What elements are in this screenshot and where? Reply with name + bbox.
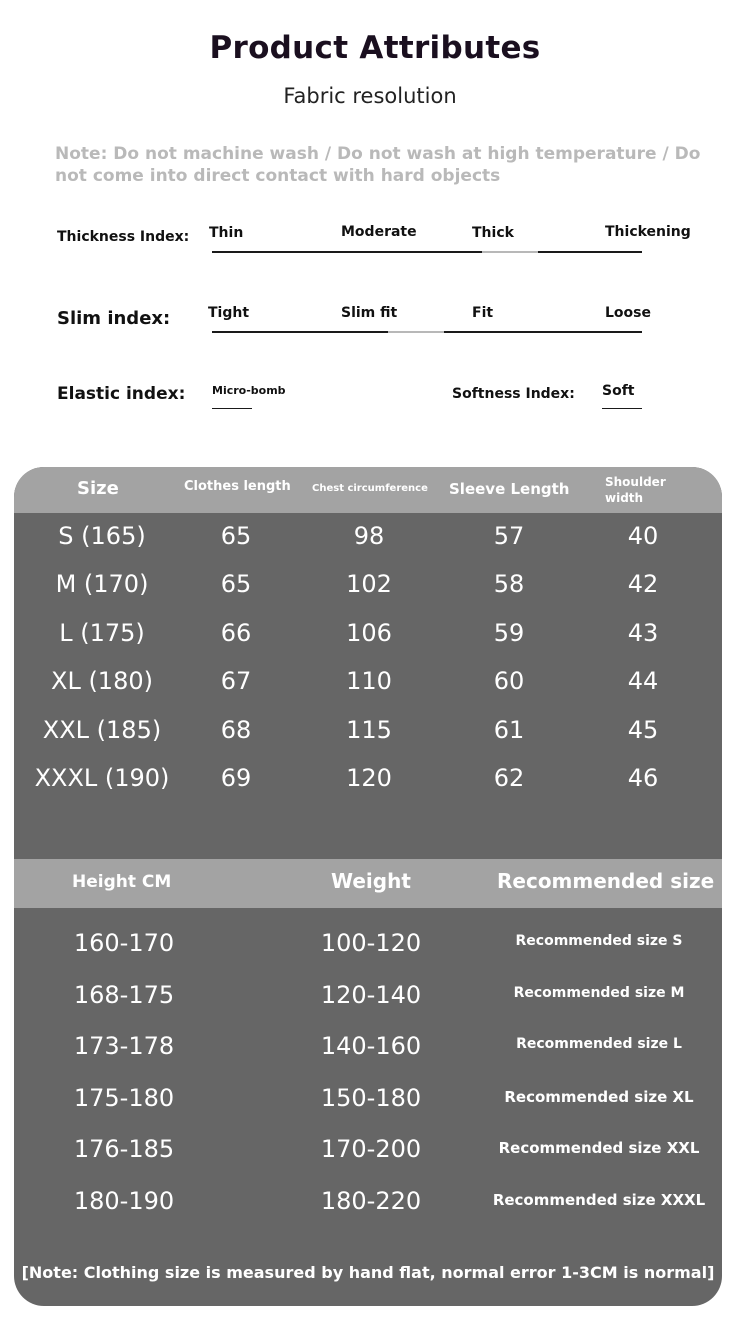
slim-scale-line-end — [444, 331, 642, 333]
slim-option-tight: Tight — [208, 305, 250, 321]
table-cell: 170-200 — [320, 1135, 422, 1164]
table-cell: 173-178 — [73, 1032, 175, 1061]
table-cell: 58 — [493, 570, 525, 599]
header-shoulder-width: Shoulder width — [605, 475, 666, 505]
thickness-option-thickening: Thickening — [605, 224, 691, 240]
slim-label: Slim index: — [57, 308, 171, 329]
table-cell: 140-160 — [320, 1032, 422, 1061]
thickness-option-thick: Thick — [472, 225, 514, 241]
care-note: Note: Do not machine wash / Do not wash at high temperature / Do not come into direct contact with hard objects — [55, 144, 701, 186]
table-cell: 45 — [627, 715, 659, 744]
table-cell: 115 — [346, 715, 392, 744]
page-title: Product Attributes — [209, 30, 541, 66]
softness-value: Soft — [602, 383, 635, 399]
header-sleeve-length: Sleeve Length — [449, 480, 570, 498]
table-cell: 102 — [346, 570, 392, 599]
measurement-note: [Note: Clothing size is measured by hand flat, normal error 1-3CM is normal] — [21, 1263, 715, 1282]
page-subtitle: Fabric resolution — [283, 84, 457, 108]
table-cell: 150-180 — [320, 1083, 422, 1112]
table-cell: 60 — [493, 667, 525, 696]
table-cell: 57 — [493, 522, 525, 550]
recommended-size-cell: Recommended size S — [515, 933, 683, 949]
size-chart-panel — [14, 467, 722, 1306]
header-weight: Weight — [331, 869, 411, 893]
slim-option-fit: Fit — [472, 305, 494, 321]
table-cell: 44 — [627, 667, 659, 696]
recommended-size-cell: Recommended size XXXL — [492, 1191, 706, 1209]
table-cell: 168-175 — [73, 980, 175, 1009]
thickness-scale-marker — [482, 251, 538, 253]
table-cell: 62 — [493, 764, 525, 792]
recommended-size-cell: Recommended size XL — [504, 1087, 694, 1106]
table-cell: 120-140 — [320, 980, 422, 1009]
slim-option-loose: Loose — [605, 305, 651, 321]
recommended-size-cell: Recommended size M — [513, 984, 685, 1001]
table-cell: 175-180 — [73, 1083, 175, 1112]
table-cell: XXXL (190) — [34, 764, 170, 792]
table-cell: 67 — [220, 667, 252, 696]
table-cell: 65 — [220, 570, 252, 599]
header-clothes-length: Clothes length — [184, 479, 291, 494]
thickness-option-thin: Thin — [209, 225, 244, 241]
table-cell: XL (180) — [51, 667, 153, 696]
table-cell: 180-220 — [320, 1187, 422, 1215]
elastic-marker-line — [212, 408, 252, 409]
softness-label: Softness Index: — [452, 386, 575, 402]
table-cell: 40 — [627, 522, 659, 550]
header-size: Size — [77, 478, 119, 499]
slim-scale-line — [212, 331, 388, 333]
table-cell: 42 — [627, 570, 659, 599]
table-cell: 65 — [220, 522, 252, 550]
table-cell: 59 — [493, 618, 525, 647]
elastic-label: Elastic index: — [57, 384, 186, 404]
table-cell: 176-185 — [73, 1135, 175, 1164]
table-cell: 110 — [346, 667, 392, 696]
elastic-value: Micro-bomb — [212, 384, 286, 397]
recommended-size-cell: Recommended size XXL — [498, 1139, 700, 1158]
slim-scale-marker — [388, 331, 444, 333]
header-height: Height CM — [72, 872, 172, 892]
thickness-scale-line-end — [538, 251, 642, 253]
table-cell: 180-190 — [73, 1187, 175, 1215]
table-cell: 61 — [493, 715, 525, 744]
table-cell: 66 — [220, 618, 252, 647]
table-cell: 100-120 — [320, 929, 422, 957]
table-cell: 43 — [627, 618, 659, 647]
table-cell: 69 — [220, 764, 252, 792]
table-cell: 106 — [346, 618, 392, 647]
table-cell: M (170) — [55, 570, 149, 599]
table-cell: 68 — [220, 715, 252, 744]
table-cell: 46 — [627, 764, 659, 792]
thickness-option-moderate: Moderate — [341, 224, 417, 240]
softness-marker-line — [602, 408, 642, 409]
thickness-scale-line — [212, 251, 482, 253]
thickness-label: Thickness Index: — [57, 229, 190, 245]
table-cell: 98 — [353, 522, 385, 550]
header-recommended-size: Recommended size — [497, 869, 715, 893]
header-chest: Chest circumference — [312, 483, 428, 494]
table-cell: S (165) — [58, 522, 146, 550]
slim-option-slim-fit: Slim fit — [341, 305, 398, 321]
recommended-size-cell: Recommended size L — [516, 1036, 682, 1053]
table-cell: 120 — [346, 764, 392, 792]
table-cell: L (175) — [59, 618, 145, 647]
table-cell: 160-170 — [73, 929, 175, 957]
table-cell: XXL (185) — [42, 715, 162, 744]
